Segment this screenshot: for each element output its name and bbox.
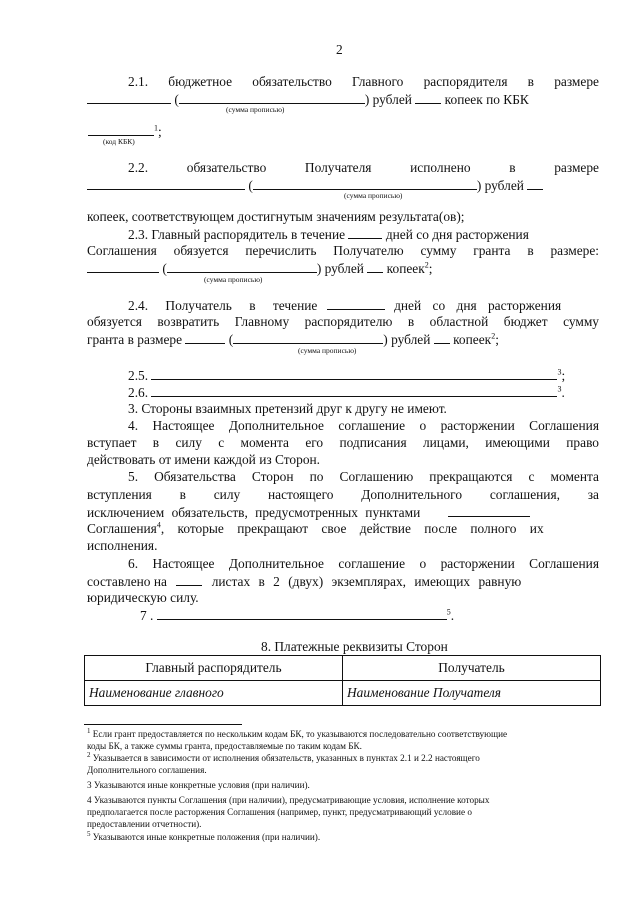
end-mark: ; [561,368,566,383]
kbk-blank[interactable] [88,123,154,136]
semicolon: ; [495,332,499,347]
label: 2.6. [128,385,149,400]
text: 2.3. Главный распорядитель в течение [128,227,346,242]
footnote-ref-4: 4 [156,520,161,530]
rubles-label: ) рублей [364,92,412,107]
clause-2-5-blank[interactable] [151,367,557,380]
amount-words-blank[interactable] [253,177,477,190]
kopecks-blank[interactable] [527,177,543,190]
clause-2-4-line3 [87,331,499,348]
footnote-4-line3: предоставлении отчетности). [87,819,202,829]
clause-5-line2: вступления в силу настоящего Дополнительного соглашения, за [87,487,599,502]
clause-2-2-line3: копеек, соответствующем достигнутым значениям результата(ов); [87,209,465,224]
clause-2-2-line2 [87,177,543,194]
requisites-table [84,655,601,706]
text: Если грант предоставляется по нескольким кодам БК, то указываются последовательно соответствующие [92,729,508,739]
clause-3: 3. Стороны взаимных претензий друг к другу не имеют. [128,401,447,416]
clause-4-line2: вступает в силу с момента его подписания лицами, имеющими право [87,435,599,450]
kopecks-label: копеек [453,332,492,347]
footnote-5 [87,829,321,844]
label: 2.5. [128,368,149,383]
amount-words-blank[interactable] [179,91,365,104]
recipient-name-cell[interactable]: Наименование Получателя [343,681,601,706]
text: составлено на [87,574,167,589]
text: дней со дня расторжения [385,227,529,242]
clause-2-2-line1: 2.2. обязательство Получателя исполнено в размере [128,160,599,175]
footnote-1-line1 [87,726,508,741]
footnote-4-line1: 4 Указываются пункты Соглашения (при наличии), предусматривающие условия, исполнение которых [87,795,490,805]
clause-2-1-line2 [87,91,529,108]
open-paren: ( [174,92,179,107]
footnote-2-line1 [87,750,480,765]
amount-blank[interactable] [87,91,171,104]
clause-6-line2 [87,573,521,590]
semicolon: ; [428,261,433,276]
clause-2-4-line1 [128,297,561,314]
clause-7-blank[interactable] [157,607,447,620]
amount-blank[interactable] [87,177,245,190]
clause-2-3-line2: Соглашения обязуется перечислить Получателю сумму гранта в размере: [87,243,599,258]
days-blank[interactable] [348,226,382,239]
amount-blank[interactable] [185,331,225,344]
sum-caption: (сумма прописью) [204,275,263,284]
table-row [85,681,601,706]
clause-5-line4 [87,521,599,537]
semicolon: ; [158,124,162,139]
clause-7 [140,607,454,624]
footnote-ref-3: 3 [557,384,562,394]
footnote-1-line2: коды БК, а также суммы гранта, предоставляемые по таким кодам БК. [87,741,362,751]
kopecks-label: копеек [386,261,425,276]
open-paren: ( [248,178,253,193]
footnote-ref-2: 2 [424,260,429,270]
kbk-caption: (код КБК) [103,137,135,146]
text: Соглашения [87,521,157,536]
requisites-heading: 8. Платежные реквизиты Сторон [261,639,448,654]
footnote-mark: 2 [87,750,91,759]
kopecks-blank[interactable] [415,91,441,104]
amount-blank[interactable] [87,260,159,273]
clause-2-3-line1 [128,226,529,243]
clause-4-line1: 4. Настоящее Дополнительное соглашение о расторжении Соглашения [128,418,599,433]
days-blank[interactable] [327,297,385,310]
clause-2-6-blank[interactable] [151,384,557,397]
amount-words-blank[interactable] [233,331,383,344]
clause-5-line3 [87,504,530,521]
text: листах в 2 (двух) экземплярах, имеющих равную [211,574,522,589]
footnote-2-line2: Дополнительного соглашения. [87,765,207,775]
amount-words-blank[interactable] [167,260,317,273]
main-manager-name-cell[interactable]: Наименование главного [85,681,343,706]
clause-2-4-line2: обязуется возвратить Главному распорядителю в областной бюджет сумму [87,314,599,329]
header-recipient: Получатель [343,656,601,681]
footnote-ref-3: 3 [557,367,562,377]
clause-5-line5: исполнения. [87,538,158,553]
rubles-label: ) рублей [316,261,364,276]
kopecks-blank[interactable] [434,331,450,344]
end-mark: . [450,608,455,623]
clause-5-line1: 5. Обязательства Сторон по Соглашению прекращаются с момента [128,469,599,484]
footnote-4-line2: предполагается после расторжения Соглашения (например, пункт, предусматривающий условие о [87,807,472,817]
open-paren: ( [228,332,234,347]
kopecks-blank[interactable] [367,260,383,273]
text: исключением обязательств, предусмотренных пунктами [87,505,421,520]
footnote-ref-2: 2 [491,331,496,341]
text: Указываются иные конкретные положения (при наличии). [92,832,321,842]
label: 7 . [140,608,154,623]
items-blank[interactable] [448,504,530,517]
clause-6-line3: юридическую силу. [87,590,199,605]
text: , которые прекращают свое действие после полного их [160,521,544,536]
footnote-mark: 1 [87,726,91,735]
footnote-separator [84,724,242,725]
footnote-mark: 5 [87,829,91,838]
footnote-ref-1: 1 [154,123,158,133]
sum-caption: (сумма прописью) [344,191,403,200]
sheets-blank[interactable] [176,573,202,586]
end-mark: . [561,385,565,400]
header-main-manager: Главный распорядитель [85,656,343,681]
table-header-row [85,656,601,681]
open-paren: ( [162,261,167,276]
text: гранта в размере [87,332,183,347]
page-number: 2 [336,42,343,57]
text: 2.4. Получатель в течение [128,298,318,313]
sum-caption: (сумма прописью) [298,346,357,355]
rubles-label: ) рублей [383,332,431,347]
text: дней со дня расторжения [394,298,562,313]
kopecks-kbk-label: копеек по КБК [444,92,529,107]
text: Указывается в зависимости от исполнения обязательств, указанных в пунктах 2.1 и 2.2 настоящего [92,753,480,763]
footnote-ref-5: 5 [446,607,451,617]
clause-4-line3: действовать от имени каждой из Сторон. [87,452,321,467]
footnote-3: 3 Указываются иные конкретные условия (при наличии). [87,780,310,790]
clause-6-line1: 6. Настоящее Дополнительное соглашение о расторжении Соглашения [128,556,599,571]
clause-2-1-line1: 2.1. бюджетное обязательство Главного распорядителя в размере [128,74,599,89]
clause-2-5 [128,367,565,384]
rubles-label: ) рублей [476,178,524,193]
clause-2-6 [128,384,565,401]
sum-caption: (сумма прописью) [226,105,285,114]
